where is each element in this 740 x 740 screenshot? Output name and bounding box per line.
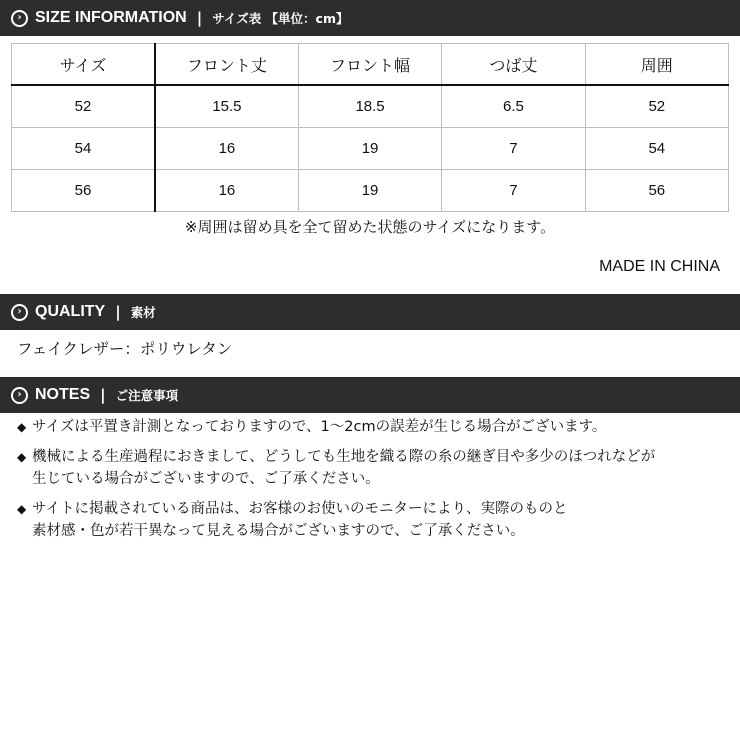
chevron-right-circle-icon: ›: [11, 10, 28, 27]
header-separator: |: [115, 303, 121, 321]
note-line: 機械による生産過程におきまして、どうしても生地を織る際の糸の継ぎ目や多少のほつれなどが: [32, 449, 656, 465]
header-separator: |: [196, 9, 203, 27]
table-row: [12, 85, 729, 128]
header-size: サイズ: [12, 44, 156, 86]
notes-list: [17, 416, 732, 550]
note-line: サイズは平置き計測となっておりますので、1～2cmの誤差が生じる場合がございます。: [32, 419, 607, 435]
header-front-length: フロント丈: [155, 44, 298, 86]
table-cell: 56: [585, 170, 728, 212]
table-cell: 7: [442, 128, 585, 170]
list-item: [17, 498, 732, 542]
table-cell: 54: [585, 128, 728, 170]
notes-header: [0, 377, 740, 413]
size-information-title: SIZE INFORMATION: [35, 9, 187, 26]
material-subtitle: 素材: [130, 305, 156, 320]
diamond-bullet-icon: ◆: [17, 502, 27, 516]
size-table-subtitle: サイズ表 【単位：cm】: [212, 11, 349, 26]
header-brim-length: つば丈: [442, 44, 585, 86]
quality-header: [0, 294, 740, 330]
note-line: 素材感・色が若干異なって見える場合がございますので、ご了承ください。: [32, 523, 525, 539]
notes-title: NOTES: [35, 386, 91, 403]
table-cell: 6.5: [442, 85, 585, 128]
size-information-header: [0, 0, 740, 36]
table-row: [12, 128, 729, 170]
size-table-header-row: [12, 44, 729, 86]
header-front-width: フロント幅: [298, 44, 441, 86]
notes-subtitle: ご注意事項: [115, 388, 179, 403]
table-cell: 7: [442, 170, 585, 212]
material-text: フェイクレザー：ポリウレタン: [17, 340, 233, 358]
size-footnote: ※周囲は留め具を全て留めた状態のサイズになります。: [184, 218, 556, 236]
table-cell: 19: [298, 128, 441, 170]
note-line: サイトに掲載されている商品は、お客様のお使いのモニターにより、実際のものと: [32, 501, 568, 517]
table-cell: 19: [298, 170, 441, 212]
header-separator: |: [100, 386, 106, 404]
chevron-right-circle-icon: ›: [11, 387, 28, 404]
header-circumference: 周囲: [585, 44, 728, 86]
diamond-bullet-icon: ◆: [17, 450, 27, 464]
table-cell: 56: [12, 170, 156, 212]
chevron-right-circle-icon: ›: [11, 304, 28, 321]
table-cell: 18.5: [298, 85, 441, 128]
table-cell: 52: [585, 85, 728, 128]
size-table: [11, 43, 729, 212]
table-cell: 52: [12, 85, 156, 128]
diamond-bullet-icon: ◆: [17, 420, 27, 434]
table-row: [12, 170, 729, 212]
quality-title: QUALITY: [35, 303, 106, 320]
note-line: 生じている場合がございますので、ご了承ください。: [32, 471, 380, 487]
list-item: [17, 446, 732, 490]
table-cell: 54: [12, 128, 156, 170]
table-cell: 16: [155, 170, 298, 212]
list-item: [17, 416, 732, 438]
table-cell: 15.5: [155, 85, 298, 128]
table-cell: 16: [155, 128, 298, 170]
country-of-origin: MADE IN CHINA: [599, 258, 720, 275]
